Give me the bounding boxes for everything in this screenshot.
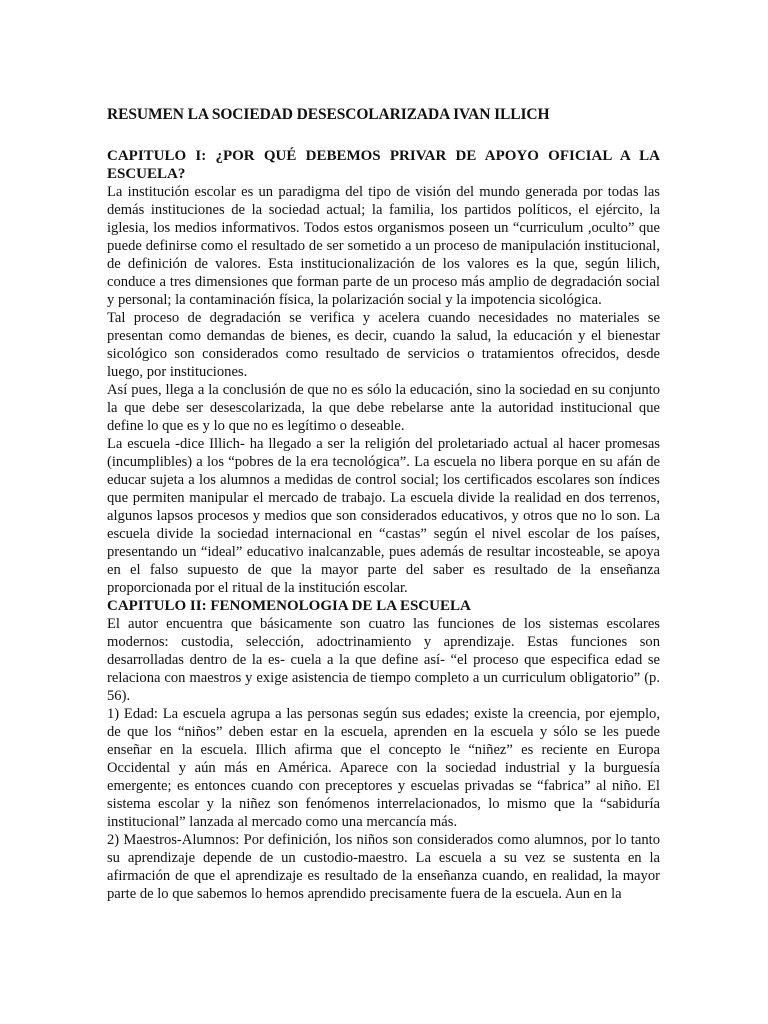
chapter-1-paragraph-4: La escuela -dice Illich- ha llegado a ser la religión del proletariado actual al hacer promesas (incumplibles) a los “pobres de la era tecnológica”. La escuela no libera porque en su afán de educar sujeta a los alumnos a medidas de control social; los certificados escolares son índices que permiten manipular el mercado de trabajo. La escuela divide la realidad en dos terrenos, algunos lapsos procesos y medios que son considerados educativos, y otros que no lo son. La escuela divide la sociedad internacional en “castas” según el nivel escolar de los países, presentando un “ideal” educativo inalcanzable, pues además de resultar incosteable, se apoya en el falso supuesto de que la mayor parte del saber es resultado de la enseñanza proporcionada por el ritual de la institución escolar. xyxy=(107,436,660,596)
chapter-2-heading: CAPITULO II: FENOMENOLOGIA DE LA ESCUELA xyxy=(107,598,471,614)
document-page xyxy=(107,106,660,902)
chapter-2-paragraph-2: 1) Edad: La escuela agrupa a las personas según sus edades; existe la creencia, por ejemplo, de que los “niños” deben estar en la escuela, aprenden en la escuela y sólo se les puede enseñar en la escuela. Illich afirma que el concepto le “niñez” es reciente en Europa Occidental y aún más en América. Aparece con la sociedad industrial y la burguesía emergente; es entonces cuando con preceptores y escuelas privadas se “fabrica” al niño. El sistema escolar y la niñez son fenómenos interrelacionados, lo mismo que la “sabiduría institucional” lanzada al mercado como una mercancía más. xyxy=(107,706,660,830)
chapter-1-heading: CAPITULO I: ¿POR QUÉ DEBEMOS PRIVAR DE APOYO OFICIAL A LA ESCUELA? xyxy=(107,148,660,182)
chapter-1-paragraph-3: Así pues, llega a la conclusión de que no es sólo la educación, sino la sociedad en su conjunto la que debe ser desescolarizada, la que debe rebelarse ante la autoridad institucional que define lo que es y lo que no es legítimo o deseable. xyxy=(107,382,660,434)
chapter-2-paragraph-1: El autor encuentra que básicamente son cuatro las funciones de los sistemas escolares modernos: custodia, selección, adoctrinamiento y aprendizaje. Estas funciones son desarrolladas dentro de la es- cuela a la que define así- “el proceso que especifica edad se relaciona con maestros y exige asistencia de tiempo completo a un curriculum obligatorio” (p. 56). xyxy=(107,616,660,704)
chapter-1-paragraph-1: La institución escolar es un paradigma del tipo de visión del mundo generada por todas las demás instituciones de la sociedad actual; la familia, los partidos políticos, el ejército, la iglesia, los medios informativos. Todos estos organismos poseen un “curriculum ,oculto” que puede definirse como el resultado de ser sometido a un proceso de manipulación institucional, de definición de valores. Esta institucionalización de los valores es la que, según lilich, conduce a tres dimensiones que forman parte de un proceso más amplio de degradación social y personal; la contaminación física, la polarización social y la impotencia sicológica. xyxy=(107,184,660,308)
chapter-1-paragraph-2: Tal proceso de degradación se verifica y acelera cuando necesidades no materiales se presentan como demandas de bienes, es decir, cuando la salud, la educación y el bienestar sicológico son considerados como resultado de servicios o tratamientos ofrecidos, desde luego, por instituciones. xyxy=(107,310,660,380)
document-title: RESUMEN LA SOCIEDAD DESESCOLARIZADA IVAN ILLICH xyxy=(107,106,550,123)
chapter-2-paragraph-3: 2) Maestros-Alumnos: Por definición, los niños son considerados como alumnos, por lo tanto su aprendizaje depende de un custodio-maestro. La escuela a su vez se sustenta en la afirmación de que el aprendizaje es resultado de la enseñanza cuando, en realidad, la mayor parte de lo que sabemos lo hemos aprendido precisamente fuera de la escuela. Aun en la xyxy=(107,832,660,902)
